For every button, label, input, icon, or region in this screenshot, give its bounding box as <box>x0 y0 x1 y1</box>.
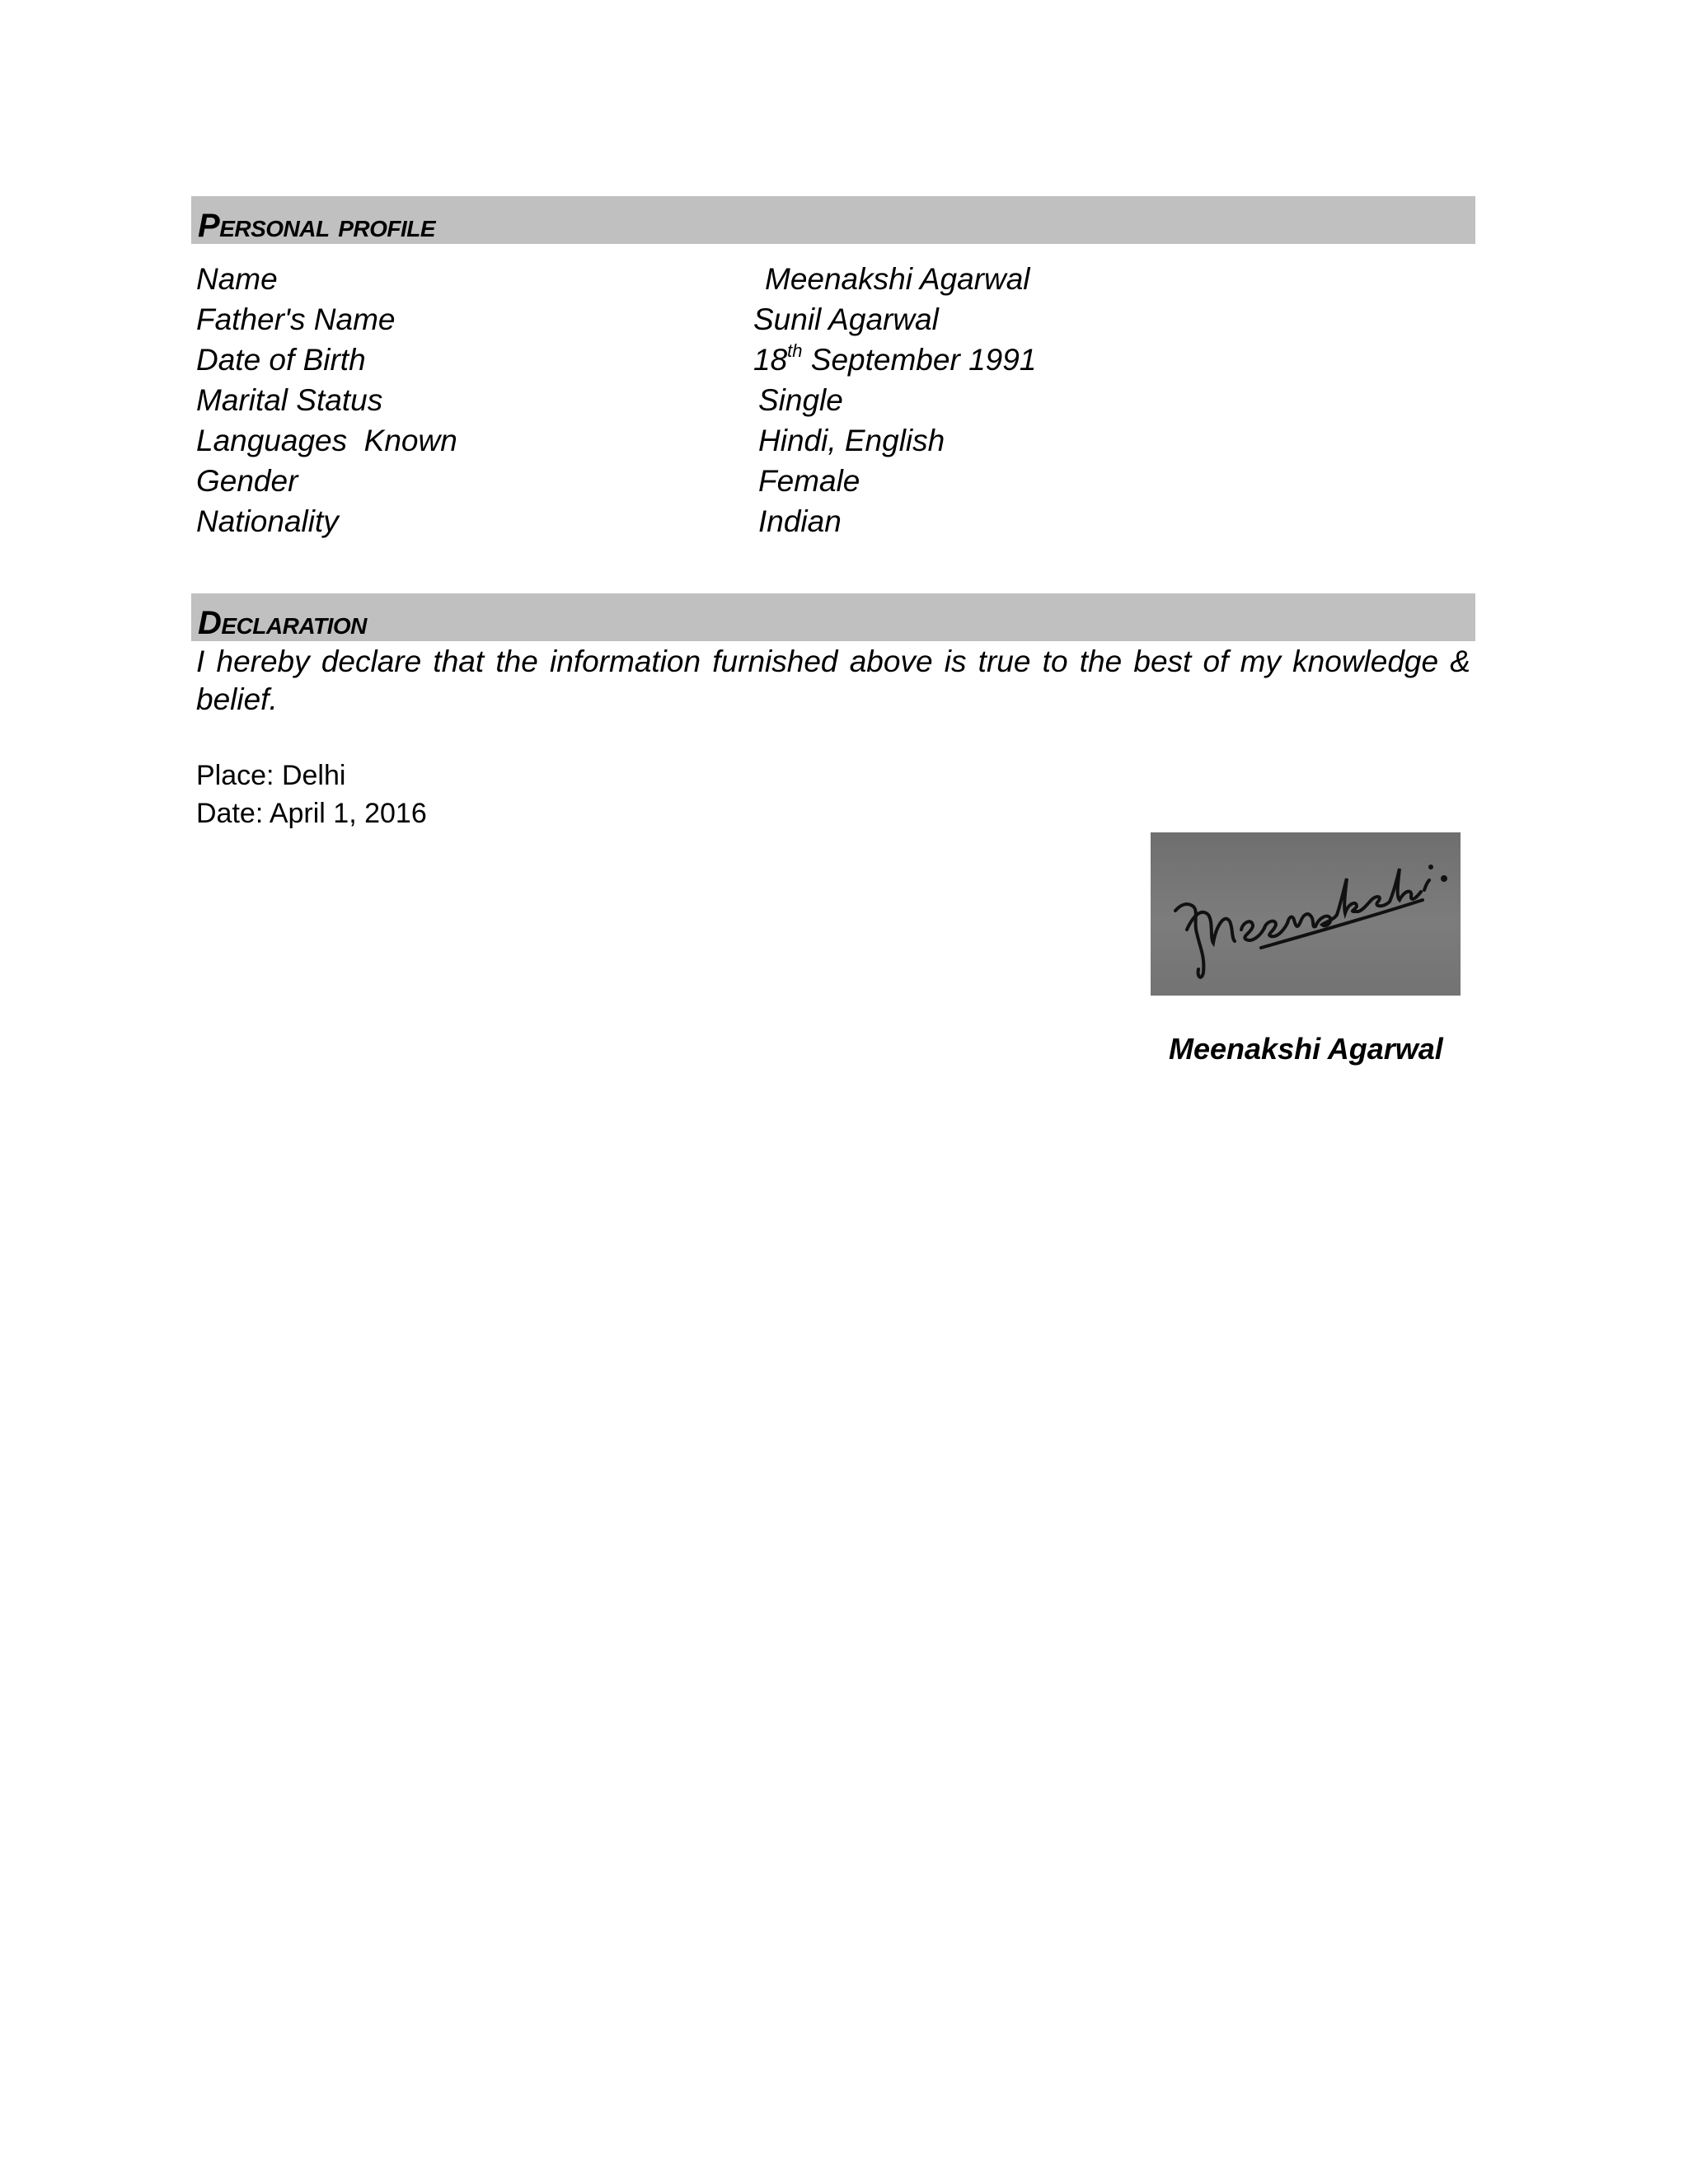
profile-label-date-of-birth: Date of Birth <box>196 343 366 377</box>
declaration-header <box>191 593 1475 641</box>
signature-drawing <box>1151 832 1461 996</box>
profile-row-languages-known <box>196 420 1432 461</box>
personal-profile-table <box>196 259 1432 541</box>
profile-row-name <box>196 259 1432 299</box>
profile-value-gender: Female <box>758 464 860 498</box>
profile-label-nationality: Nationality <box>196 504 339 538</box>
profile-row-fathers-name <box>196 299 1432 340</box>
profile-value-fathers-name: Sunil Agarwal <box>753 302 939 336</box>
profile-value-date-of-birth <box>753 340 1036 380</box>
dob-day: 18 <box>753 343 788 377</box>
profile-label-languages-known: Languages Known <box>196 424 457 457</box>
profile-row-date-of-birth <box>196 340 1432 380</box>
profile-value-languages-known: Hindi, English <box>758 424 945 457</box>
dob-ordinal-suffix: th <box>787 340 803 361</box>
signer-name: Meenakshi Agarwal <box>1169 1032 1443 1066</box>
profile-label-gender: Gender <box>196 464 298 498</box>
declaration-place: Place: Delhi <box>196 760 346 791</box>
profile-row-marital-status <box>196 380 1432 420</box>
profile-row-gender <box>196 461 1432 501</box>
dob-month-year: September 1991 <box>802 343 1037 377</box>
profile-value-marital-status: Single <box>758 383 843 417</box>
profile-label-name: Name <box>196 262 278 296</box>
profile-label-fathers-name: Father's Name <box>196 302 396 336</box>
profile-value-name: Meenakshi Agarwal <box>765 262 1030 296</box>
declaration-date: Date: April 1, 2016 <box>196 798 427 829</box>
profile-value-nationality: Indian <box>758 504 842 538</box>
profile-row-nationality <box>196 501 1432 541</box>
signature-image <box>1151 832 1461 996</box>
declaration-title: Declaration <box>198 605 367 641</box>
personal-profile-title: Personal profile <box>198 208 436 244</box>
personal-profile-header <box>191 196 1475 244</box>
profile-label-marital-status: Marital Status <box>196 383 383 417</box>
declaration-statement: I hereby declare that the information furnished above is true to the best of my knowledge & belief. <box>196 644 1470 716</box>
